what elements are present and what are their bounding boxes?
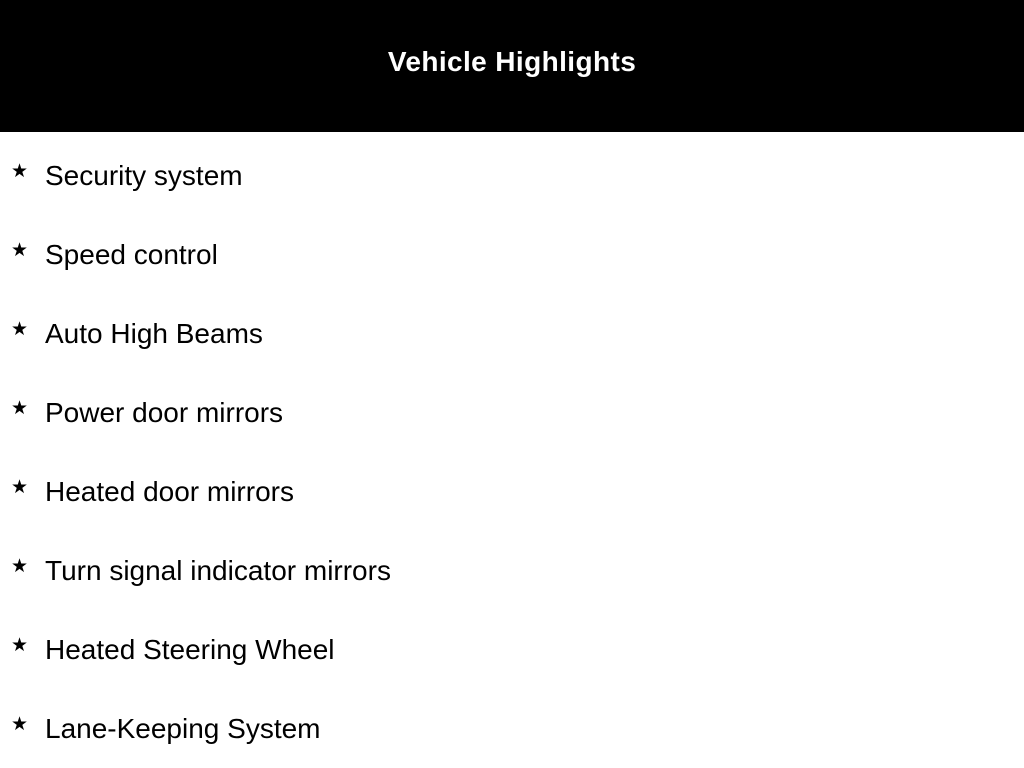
star-icon: ★ — [11, 634, 29, 656]
list-item-label: Speed control — [45, 239, 218, 270]
list-item — [0, 708, 1024, 748]
star-icon: ★ — [11, 555, 29, 577]
star-icon: ★ — [11, 318, 29, 340]
list-item — [0, 155, 1024, 195]
highlights-list — [0, 132, 1024, 768]
star-icon: ★ — [11, 239, 29, 261]
list-item — [0, 234, 1024, 274]
list-item-label: Security system — [45, 160, 243, 191]
star-icon: ★ — [11, 397, 29, 419]
list-item-label: Heated door mirrors — [45, 476, 294, 507]
list-item — [0, 550, 1024, 590]
list-item-label: Auto High Beams — [45, 318, 263, 349]
star-icon: ★ — [11, 160, 29, 182]
star-icon: ★ — [11, 476, 29, 498]
list-item — [0, 629, 1024, 669]
header-bar — [0, 0, 1024, 132]
list-item-label: Turn signal indicator mirrors — [45, 555, 391, 586]
star-icon: ★ — [11, 713, 29, 735]
list-item-label: Heated Steering Wheel — [45, 634, 335, 665]
list-item-label: Power door mirrors — [45, 397, 284, 428]
page-title: Vehicle Highlights — [387, 46, 637, 77]
list-item — [0, 392, 1024, 432]
list-item — [0, 471, 1024, 511]
list-item-label: Lane-Keeping System — [45, 713, 321, 744]
list-item — [0, 313, 1024, 353]
